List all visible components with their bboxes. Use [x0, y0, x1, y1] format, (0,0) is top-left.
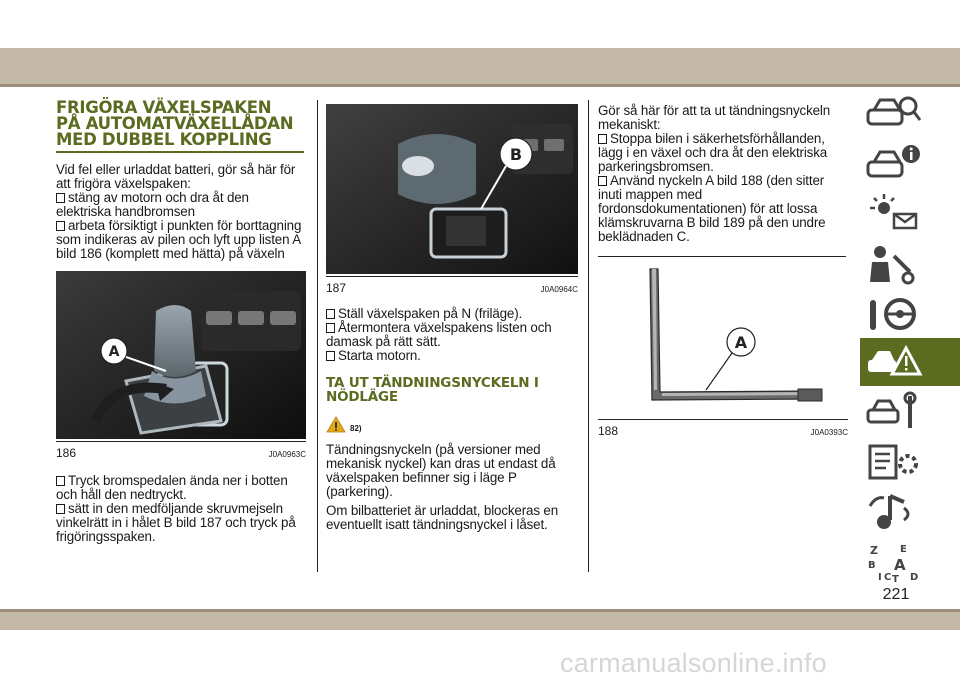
figure-code: J0A0393C	[810, 428, 848, 437]
column-1	[56, 100, 306, 544]
title-line: MED DUBBEL KOPPLING	[56, 130, 272, 149]
car-search-icon[interactable]	[860, 90, 960, 138]
step-item	[598, 174, 848, 244]
checkbox-bullet-icon	[326, 323, 335, 333]
figure-number: 188	[598, 424, 619, 438]
step-text: stäng av motorn och dra åt den elektriska handbromsen	[56, 190, 249, 219]
lever-socket-photo-image	[326, 104, 578, 274]
figure-callout-label: A	[734, 333, 748, 352]
title-line: FRIGÖRA VÄXELSPAKEN	[56, 98, 272, 117]
step-item	[56, 191, 306, 219]
figure-code: J0A0963C	[268, 450, 306, 459]
column-3	[598, 104, 848, 438]
index-letter: T	[892, 574, 899, 584]
figure-187-photo	[326, 104, 578, 274]
step-text: arbeta försiktigt i punkten för borttagning som indikeras av pilen och lyft upp listen A bild 186 (komplett med hätta) på växeln	[56, 218, 302, 261]
step-item	[598, 132, 848, 174]
step-text: Stoppa bilen i säkerhetsförhållanden, lägg i en växel och dra åt den elektriska parkeringsbromsen.	[598, 131, 828, 174]
gear-lever-photo-image	[56, 271, 306, 439]
checkbox-bullet-icon	[598, 176, 607, 186]
checkbox-bullet-icon	[56, 504, 65, 514]
figure-188-illustration	[598, 257, 846, 417]
step-item	[56, 219, 306, 261]
step-item	[56, 502, 306, 544]
step-item	[326, 321, 578, 349]
top-band-rule	[0, 84, 960, 87]
column-2	[326, 104, 578, 532]
step-text: Tryck bromspedalen ända ner i botten och håll den nedtryckt.	[56, 473, 288, 502]
column-divider	[588, 100, 589, 572]
section-title-release-lever	[56, 100, 306, 148]
maintenance-icon[interactable]	[860, 388, 960, 436]
figure-186-photo	[56, 271, 306, 439]
checkbox-bullet-icon	[56, 476, 65, 486]
figure-number: 186	[56, 446, 77, 460]
index-letter: I	[878, 572, 882, 583]
step-text: Använd nyckeln A bild 188 (den sitter inuti mappen med fordonsdokumentationen) för att lossa klämskruvarna B bild 189 på den undre beklädnaden C.	[598, 173, 826, 244]
warning-triangle-icon	[326, 416, 346, 433]
figure-caption	[56, 441, 306, 460]
section-title-emergency-key	[326, 377, 578, 404]
checkbox-bullet-icon	[598, 134, 607, 144]
intro-paragraph: Vid fel eller urladdat batteri, gör så här för att frigöra växelspaken:	[56, 162, 296, 191]
index-letter: A	[894, 556, 906, 574]
key-paragraph: Tändningsnyckeln (på versioner med mekanisk nyckel) kan dras ut endast då växelspaken befinner sig i läge P (parkering).	[326, 442, 556, 499]
step-text: Starta motorn.	[338, 348, 421, 363]
column-divider	[317, 100, 318, 572]
figure-callout-label: B	[509, 145, 523, 164]
key-tool-illustration	[598, 257, 846, 417]
step-item	[326, 349, 578, 363]
index-letter: B	[868, 560, 876, 571]
steering-icon[interactable]	[860, 290, 960, 338]
title-line: NÖDLÄGE	[326, 388, 398, 405]
multimedia-icon[interactable]	[860, 488, 960, 536]
title-line: TA UT TÄNDNINGSNYCKELN I	[326, 375, 539, 391]
intro-paragraph: Gör så här för att ta ut tändningsnyckeln mekaniskt:	[598, 103, 831, 132]
checkbox-bullet-icon	[56, 193, 65, 203]
index-letter: Z	[870, 544, 878, 557]
checkbox-bullet-icon	[326, 309, 335, 319]
warning-reference: 82)	[350, 424, 362, 433]
car-info-icon[interactable]	[860, 140, 960, 188]
title-underline	[56, 151, 304, 153]
checkbox-bullet-icon	[326, 351, 335, 361]
battery-paragraph: Om bilbatteriet är urladdat, blockeras en eventuellt isatt tändningsnyckel i låset.	[326, 503, 559, 532]
checkbox-bullet-icon	[56, 221, 65, 231]
watermark: carmanualsonline.info	[560, 648, 827, 678]
page-number: 221	[882, 586, 910, 603]
figure-number: 187	[326, 281, 347, 295]
warning-note	[326, 416, 578, 433]
figure-callout-label: A	[108, 344, 120, 360]
step-text: sätt in den medföljande skruvmejseln vinkelrätt in i hålet B bild 187 och tryck på frigöringsspaken.	[56, 501, 296, 544]
index-letter: D	[910, 572, 919, 583]
warning-lights-icon[interactable]	[860, 190, 960, 238]
title-line: PÅ AUTOMATVÄXELLÅDAN	[56, 114, 294, 133]
index-icon[interactable]	[860, 538, 960, 586]
bottom-band	[0, 612, 960, 630]
safety-icon[interactable]	[860, 240, 960, 288]
step-item	[326, 307, 578, 321]
step-text: Ställ växelspaken på N (friläge).	[338, 306, 523, 321]
emergency-icon[interactable]	[860, 338, 960, 386]
specs-icon[interactable]	[860, 438, 960, 486]
step-item	[56, 474, 306, 502]
top-band	[0, 48, 960, 84]
index-letter: E	[900, 544, 907, 555]
figure-code: J0A0964C	[540, 285, 578, 294]
step-text: Återmontera växelspakens listen och damask på rätt sätt.	[326, 320, 552, 349]
figure-caption	[598, 419, 848, 438]
index-letter: C	[884, 572, 892, 583]
figure-caption	[326, 276, 578, 295]
